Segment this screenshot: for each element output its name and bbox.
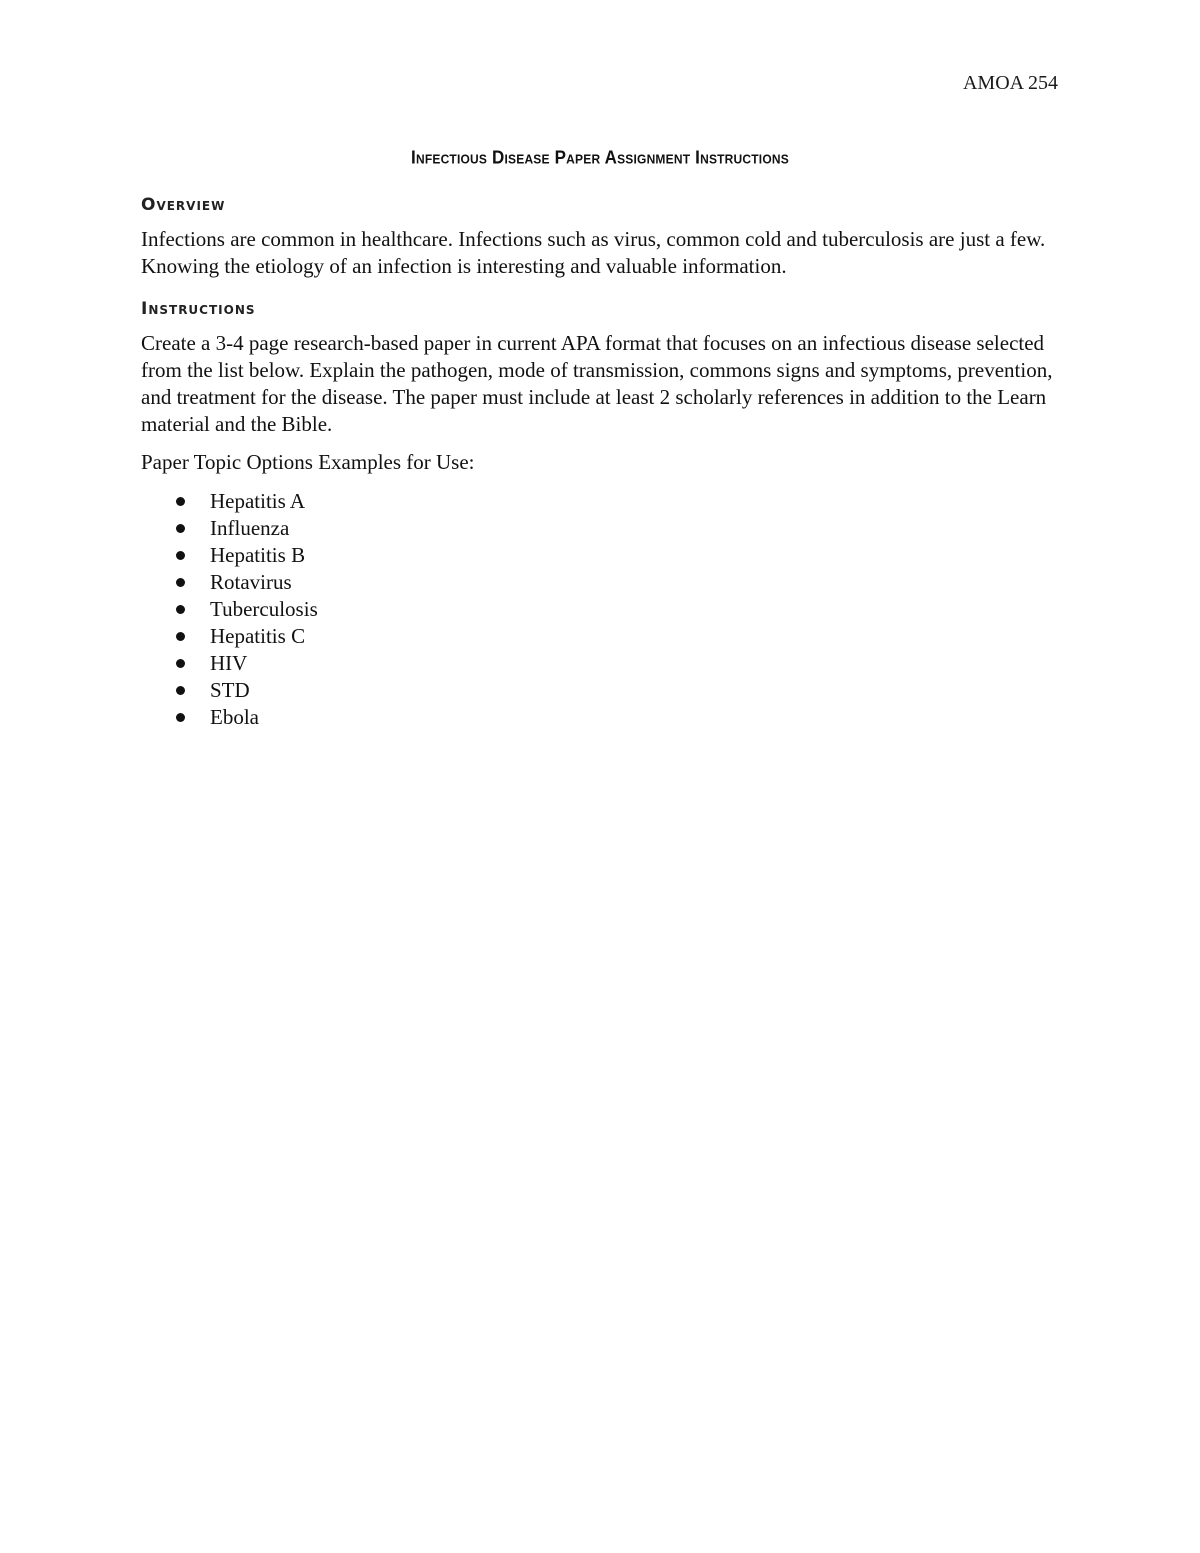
bullet-icon (176, 605, 185, 614)
topic-item (141, 542, 1061, 569)
bullet-icon (176, 713, 185, 722)
topic-list (141, 488, 1061, 731)
topic-label: Tuberculosis (210, 597, 318, 621)
bullet-icon (176, 686, 185, 695)
topic-label: Hepatitis B (210, 543, 306, 567)
topic-label: Hepatitis A (210, 489, 306, 513)
bullet-icon (176, 551, 185, 560)
topic-item (141, 677, 1061, 704)
topic-item (141, 596, 1061, 623)
document-body (141, 192, 1061, 731)
topic-item (141, 515, 1061, 542)
bullet-icon (176, 524, 185, 533)
topic-label: Influenza (210, 516, 290, 540)
topic-item (141, 488, 1061, 515)
topic-label: Rotavirus (210, 570, 292, 594)
bullet-icon (176, 632, 185, 641)
topic-item (141, 650, 1061, 677)
bullet-icon (176, 659, 185, 668)
topic-label: Ebola (210, 705, 259, 729)
overview-heading: Overview (141, 195, 226, 215)
topic-label: STD (210, 678, 250, 702)
topic-item (141, 569, 1061, 596)
topic-label: HIV (210, 651, 248, 675)
page-title: Infectious Disease Paper Assignment Instructions (411, 147, 789, 168)
topic-label: Hepatitis C (210, 624, 306, 648)
bullet-icon (176, 497, 185, 506)
course-code: AMOA 254 (962, 72, 1058, 94)
topics-label: Paper Topic Options Examples for Use: (141, 450, 475, 474)
overview-paragraph: Infections are common in healthcare. Infections such as virus, common cold and tuberculosis are just a few. Knowing the etiology of an infection is interesting and valuable information. (141, 227, 1046, 278)
topic-item (141, 704, 1061, 731)
instructions-paragraph: Create a 3-4 page research-based paper in current APA format that focuses on an infectious disease selected from the list below. Explain the pathogen, mode of transmission, commons signs and symptoms, prevention, and treatment for the disease. The paper must include at least 2 scholarly references in addition to the Learn material and the Bible. (141, 331, 1053, 436)
bullet-icon (176, 578, 185, 587)
topic-item (141, 623, 1061, 650)
instructions-heading: Instructions (141, 299, 256, 319)
